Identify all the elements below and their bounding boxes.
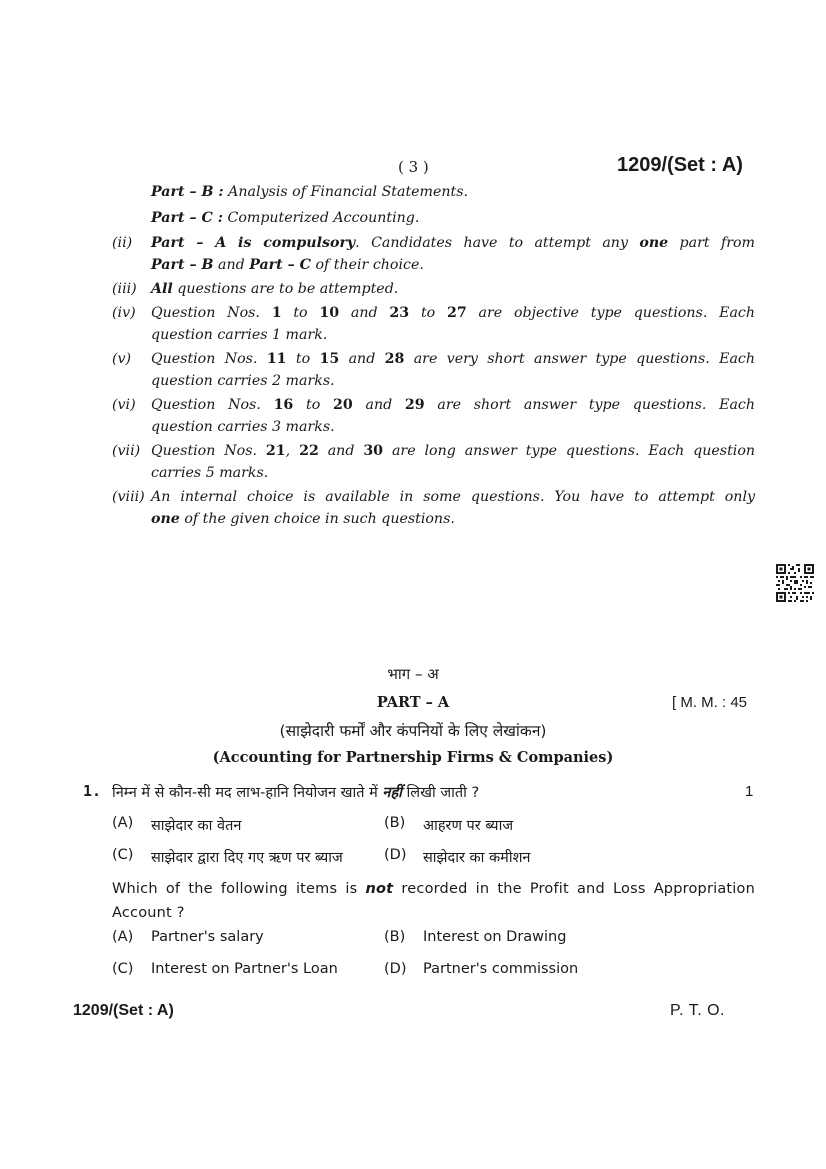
english-question-line1: Which of the following items is not recorded in the Profit and Loss Appropriation [112, 881, 755, 897]
hindi-section-title: (साझेदारी फर्मों और कंपनियों के लिए लेखांकन) [279, 722, 547, 740]
hindi-option-a-text: साझेदार का वेतन [151, 818, 242, 834]
instruction-vii-line1: Question Nos. 21, 22 and 30 are long answer type questions. Each question [151, 443, 755, 459]
question-number: 1. [83, 782, 102, 800]
english-question-line2: Account ? [112, 905, 185, 921]
english-option-b-text: Interest on Drawing [423, 929, 567, 945]
question-marks: 1 [745, 783, 754, 800]
hindi-option-b-label: (B) [384, 815, 406, 831]
pto-label: P. T. O. [670, 1002, 725, 1019]
instruction-ii-line1: Part – A is compulsory. Candidates have to attempt any one part from [151, 235, 755, 251]
english-option-a-text: Partner's salary [151, 929, 264, 945]
instruction-number-iii: (iii) [112, 281, 137, 297]
instruction-vii-line2: carries 5 marks. [151, 465, 269, 481]
english-option-d-text: Partner's commission [423, 961, 579, 977]
instruction-number-vii: (vii) [112, 443, 141, 459]
instruction-v-line2: question carries 2 marks. [151, 373, 335, 389]
instruction-number-iv: (iv) [112, 305, 136, 321]
instruction-ii-line2: Part – B and Part – C of their choice. [151, 257, 424, 273]
english-option-b-label: (B) [384, 929, 406, 945]
instruction-number-vi: (vi) [112, 397, 136, 413]
instruction-v-line1: Question Nos. 11 to 15 and 28 are very short answer type questions. Each [151, 351, 755, 367]
instruction-viii-line2: one of the given choice in such questions. [151, 511, 455, 527]
instruction-iv-line1: Question Nos. 1 to 10 and 23 to 27 are objective type questions. Each [151, 305, 756, 321]
english-option-d-label: (D) [384, 961, 407, 977]
english-option-c-text: Interest on Partner's Loan [151, 961, 338, 977]
hindi-option-d-label: (D) [384, 847, 407, 863]
hindi-option-c-label: (C) [112, 847, 134, 863]
hindi-part-heading: भाग – अ [387, 665, 439, 683]
qr-code-icon [776, 564, 814, 602]
part-heading: PART – A [376, 694, 450, 711]
paper-code-header: 1209/(Set : A) [617, 154, 743, 176]
instruction-viii-line1: An internal choice is available in some questions. You have to attempt only [151, 489, 755, 505]
instruction-number-ii: (ii) [112, 235, 133, 251]
paper-code-footer: 1209/(Set : A) [73, 1002, 174, 1019]
instruction-number-v: (v) [112, 351, 132, 367]
instruction-part-b: Part – B : Analysis of Financial Statements. [151, 184, 469, 200]
english-option-a-label: (A) [112, 929, 134, 945]
max-marks: [ M. M. : 45 [672, 694, 748, 711]
hindi-option-c-text: साझेदार द्वारा दिए गए ऋण पर ब्याज [151, 850, 343, 866]
hindi-option-a-label: (A) [112, 815, 134, 831]
english-option-c-label: (C) [112, 961, 134, 977]
instruction-vi-line2: question carries 3 marks. [151, 419, 335, 435]
instruction-part-c: Part – C : Computerized Accounting. [151, 210, 420, 226]
hindi-question-text: निम्न में से कौन-सी मद लाभ-हानि नियोजन खाते में नहीं लिखी जाती ? [112, 785, 480, 801]
instruction-number-viii: (viii) [112, 489, 145, 505]
instruction-vi-line1: Question Nos. 16 to 20 and 29 are short answer type questions. Each [151, 397, 755, 413]
page-number: ( 3 ) [398, 158, 429, 176]
hindi-option-b-text: आहरण पर ब्याज [423, 818, 514, 834]
instruction-iii: All questions are to be attempted. [151, 281, 399, 297]
instruction-iv-line2: question carries 1 mark. [151, 327, 328, 343]
hindi-option-d-text: साझेदार का कमीशन [423, 850, 531, 866]
english-section-title: (Accounting for Partnership Firms & Companies) [212, 749, 614, 766]
